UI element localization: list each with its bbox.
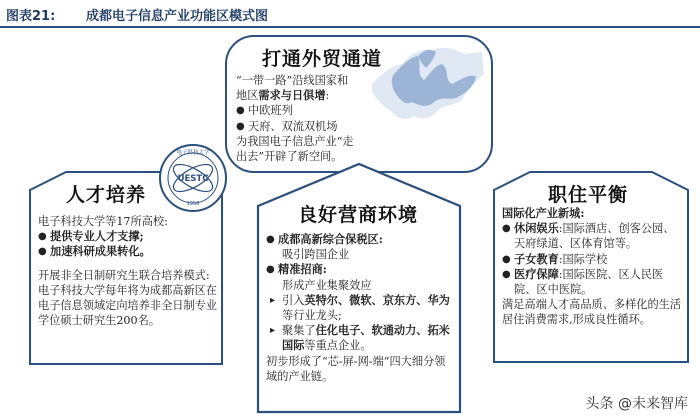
left-box-paragraph: 开展非全日制研究生联合培养模式:电子科技大学每年将为成都高新区在电子信息领域定向培养非全日制专业学位硕士研究生200名。 [38, 268, 218, 328]
center-box-title: 良好营商环境 [298, 204, 419, 226]
top-box-content [236, 73, 426, 164]
top-box-line: “一带一路”沿线国家和 [236, 74, 349, 87]
left-box-content [38, 214, 220, 328]
logo-motto: 电子科技大学 [176, 150, 210, 156]
top-box-line: 出去”开辟了新空间。 [236, 150, 343, 164]
center-box-closing: 初步形成了“芯-屏-网-端”四大细分领域的产业链。 [266, 354, 446, 383]
top-box-bullet: ● 天府、双流双机场 [236, 119, 338, 133]
center-box-subline: 吸引跨国企业 [282, 248, 350, 262]
center-box-bullet: ● 精准招商: [266, 262, 327, 277]
figure-number: 图表21: [6, 9, 56, 24]
center-box-subbullet: ▸ 聚集了住化电子、软通动力、拓米国际等重点企业。 [270, 323, 450, 353]
right-box-bullet: ● 医疗保障:国际医院、区人民医院、区中医院。 [502, 266, 664, 297]
center-box-subline: 形成产业集聚效应 [282, 278, 372, 292]
top-box-bullet: ● 中欧班列 [236, 104, 293, 118]
watermark: 头条 @未来智库 [582, 392, 692, 414]
uestc-logo [158, 143, 228, 213]
left-box-intro: 电子科技大学等17所高校: [38, 215, 168, 228]
right-box-bullet: ● 子女教育:国际学校 [502, 251, 608, 266]
right-box-content [502, 206, 684, 328]
left-box-bullet: ● 提供专业人才支撑; [38, 229, 144, 244]
right-box-bullet: ● 休闲娱乐:国际酒店、创客公园、天府绿道、区体育馆等。 [502, 221, 675, 251]
center-box-content [266, 232, 456, 384]
center-box-bullet: ● 成都高新综合保税区: [266, 232, 383, 246]
logo-year: 1956 [186, 201, 200, 207]
left-box-title: 人才培养 [66, 184, 147, 206]
right-box-subtitle: 国际化产业新城: [502, 206, 585, 220]
top-box-line: 地区需求与日俱增: [236, 88, 330, 103]
right-box-title: 职住平衡 [548, 184, 629, 206]
top-box-line: 为我国电子信息产业“走 [236, 134, 354, 148]
right-box-closing: 满足高端人才高品质、多样化的生活居住消费需求,形成良性循环。 [502, 298, 682, 327]
left-box-bullet: ● 加速科研成果转化。 [38, 244, 151, 259]
figure-title: 成都电子信息产业功能区模式图 [86, 9, 269, 24]
logo-text: UESTC [177, 174, 209, 184]
center-box-subbullet: ▸ 引入英特尔、微软、京东方、华为等行业龙头; [270, 292, 450, 323]
top-box-title: 打通外贸通道 [262, 48, 383, 70]
